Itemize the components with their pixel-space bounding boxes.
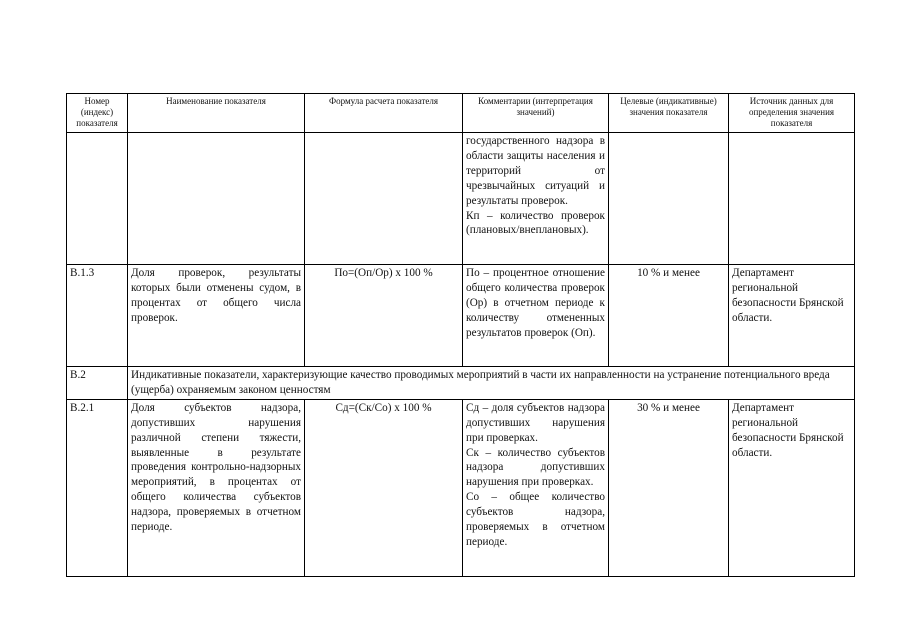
b13-target: 10 % и менее: [609, 265, 729, 367]
b21-comment-p2: Ск – количество субъектов надзора допустивших нарушения при проверках.: [466, 446, 605, 489]
b21-name: Доля субъектов надзора, допустивших нарушения различной степени тяжести, выявленные в результате проведения контрольно-надзорных мероприятий, в процентах от общего количества субъектов надзора, проверяемых в отчетном периоде.: [128, 399, 305, 576]
table-row-b21: [67, 399, 855, 576]
b13-formula: По=(Оп/Ор) х 100 %: [305, 265, 463, 367]
table-header-row: [67, 94, 855, 133]
b13-index: В.1.3: [67, 265, 128, 367]
table-row-b13: [67, 265, 855, 367]
cont-index-cell: [67, 133, 128, 265]
cont-formula-cell: [305, 133, 463, 265]
cont-source-cell: [729, 133, 855, 265]
cont-comment-p1: государственного надзора в области защиты населения и территорий от чрезвычайных ситуаций и результаты проверок.: [466, 135, 605, 207]
cont-target-cell: [609, 133, 729, 265]
b21-source: Департамент региональной безопасности Брянской области.: [729, 399, 855, 576]
cont-comment-p2: Кп – количество проверок (плановых/внеплановых).: [466, 209, 605, 237]
b2-index: В.2: [67, 367, 128, 400]
header-index: Номер (индекс) показателя: [67, 94, 128, 133]
b21-comment-cell: [463, 399, 609, 576]
header-target: Целевые (индикативные) значения показателя: [609, 94, 729, 133]
cont-comment-cell: [463, 133, 609, 265]
b13-comment: По – процентное отношение общего количества проверок (Ор) в отчетном периоде к количеству отмененных результатов проверок (Оп).: [463, 265, 609, 367]
header-comment: Комментарии (интерпретация значений): [463, 94, 609, 133]
header-name: Наименование показателя: [128, 94, 305, 133]
header-source: Источник данных для определения значения показателя: [729, 94, 855, 133]
b2-title: Индикативные показатели, характеризующие качество проводимых мероприятий в части их направленности на устранение потенциального вреда (ущерба) охраняемым законом ценностям: [128, 367, 855, 400]
table-row-b2: [67, 367, 855, 400]
b21-comment-p1: Сд – доля субъектов надзора допустивших нарушения при проверках.: [466, 401, 605, 444]
b21-comment-p3: Со – общее количество субъектов надзора, проверяемых в отчетном периоде.: [466, 491, 605, 548]
indicators-table: [66, 93, 855, 577]
b21-formula: Сд=(Ск/Со) х 100 %: [305, 399, 463, 576]
table-row-continuation: [67, 133, 855, 265]
b21-index: В.2.1: [67, 399, 128, 576]
b13-name: Доля проверок, результаты которых были отменены судом, в процентах от общего числа проверок.: [128, 265, 305, 367]
cont-name-cell: [128, 133, 305, 265]
b21-target: 30 % и менее: [609, 399, 729, 576]
b13-source: Департамент региональной безопасности Брянской области.: [729, 265, 855, 367]
header-formula: Формула расчета показателя: [305, 94, 463, 133]
